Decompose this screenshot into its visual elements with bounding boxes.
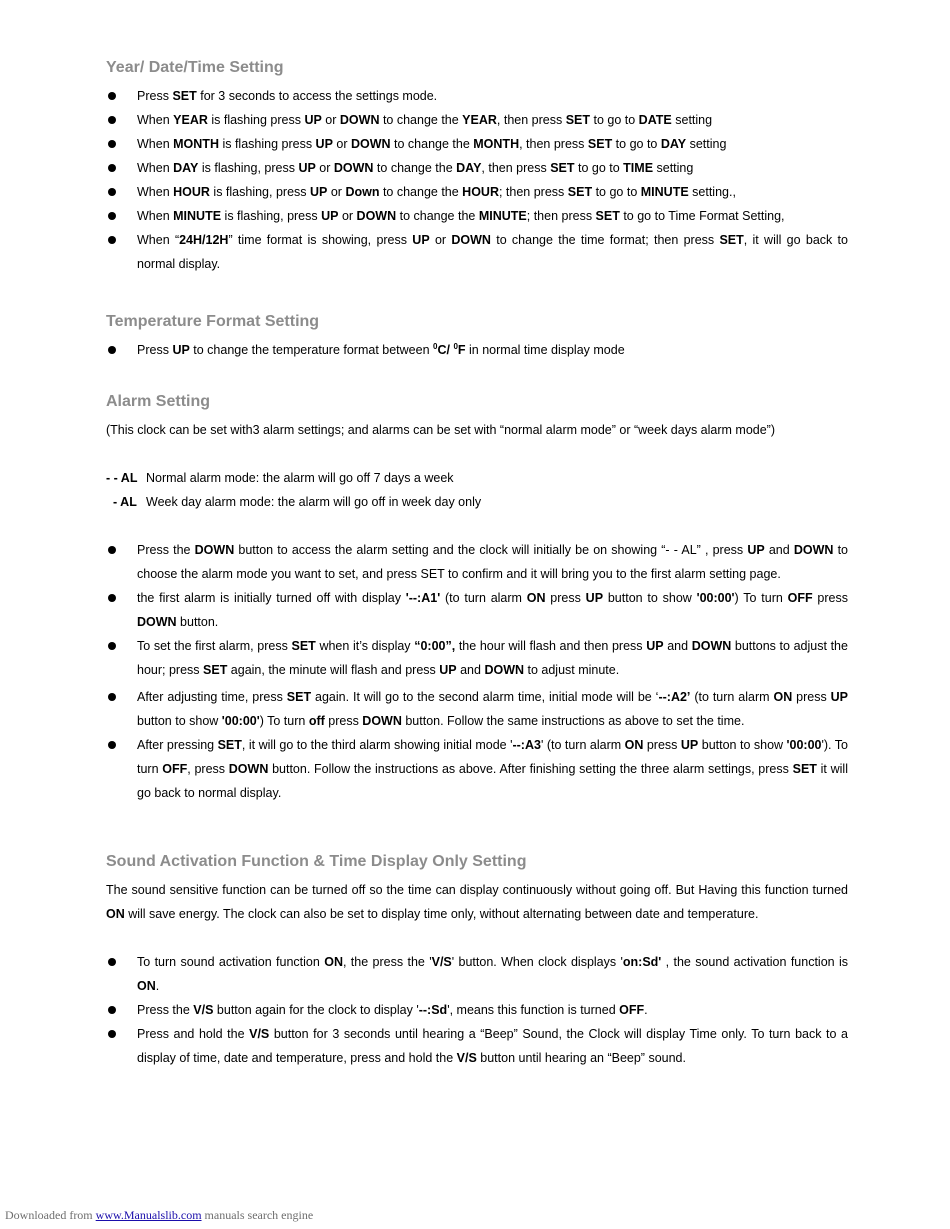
- list-item: Press the DOWN button to access the alarm setting and the clock will initially be on showing “- - AL” , press UP and DOWN to choose the alarm mode you want to set, and press SET to confirm and it will bring you to the first alarm setting page.: [106, 538, 848, 586]
- list-item: When HOUR is flashing, press UP or Down to change the HOUR; then press SET to go to MINUTE setting.,: [106, 180, 848, 204]
- bullet-icon: [108, 116, 116, 124]
- alarm-mode-normal: - - AL Normal alarm mode: the alarm will go off 7 days a week: [106, 471, 454, 485]
- footer-attribution: [5, 1208, 313, 1223]
- bullet-icon: [108, 140, 116, 148]
- document-page: [106, 54, 848, 1070]
- list-item: To turn sound activation function ON, the press the 'V/S' button. When clock displays 'on:Sd' , the sound activation function is ON.: [106, 950, 848, 998]
- sound-steps-list: [106, 950, 848, 1070]
- bullet-icon: [108, 1006, 116, 1014]
- section-title-alarm-setting: Alarm Setting: [106, 393, 211, 410]
- bullet-icon: [108, 188, 116, 196]
- bullet-icon: [108, 546, 116, 554]
- bullet-icon: [108, 958, 116, 966]
- list-item: Press SET for 3 seconds to access the settings mode.: [106, 84, 848, 108]
- list-item: Press UP to change the temperature format between $^0$C/ $^0$F in normal time display mode: [106, 338, 848, 362]
- list-item: When MONTH is flashing press UP or DOWN to change the MONTH, then press SET to go to DAY setting: [106, 132, 848, 156]
- alarm-mode-weekday: - AL Week day alarm mode: the alarm will go off in week day only: [113, 495, 482, 509]
- list-item: When “24H/12H” time format is showing, press UP or DOWN to change the time format; then press SET, it will go back to normal display.: [106, 228, 848, 276]
- alarm-intro: (This clock can be set with3 alarm settings; and alarms can be set with “normal alarm mode” or “week days alarm mode”): [106, 423, 776, 437]
- list-item: When YEAR is flashing press UP or DOWN to change the YEAR, then press SET to go to DATE setting: [106, 108, 848, 132]
- bullet-icon: [108, 236, 116, 244]
- list-item: After adjusting time, press SET again. It will go to the second alarm time, initial mode will be ‘--:A2’ (to turn alarm ON press UP button to show '00:00') To turn off press DOWN button. Follow the same instructions as above to set the time.: [106, 685, 848, 733]
- bullet-icon: [108, 164, 116, 172]
- list-item: To set the first alarm, press SET when it’s display “0:00”, the hour will flash and then press UP and DOWN buttons to adjust the hour; press SET again, the minute will flash and press UP and DOWN to adjust minute.: [106, 634, 848, 682]
- sound-intro: The sound sensitive function can be turned off so the time can display continuously without going off. But Having this function turned ON will save energy. The clock can also be set to display time only, without alternating between date and temperature.: [106, 883, 848, 921]
- list-item: the first alarm is initially turned off with display '--:A1' (to turn alarm ON press UP button to show '00:00') To turn OFF press DOWN button.: [106, 586, 848, 634]
- bullet-icon: [108, 92, 116, 100]
- bullet-icon: [108, 212, 116, 220]
- bullet-icon: [108, 1030, 116, 1038]
- list-item: When MINUTE is flashing, press UP or DOWN to change the MINUTE; then press SET to go to Time Format Setting,: [106, 204, 848, 228]
- footer-prefix: Downloaded from: [5, 1208, 96, 1222]
- manualslib-link[interactable]: www.Manualslib.com: [95, 1208, 202, 1222]
- list-item: When DAY is flashing, press UP or DOWN to change the DAY, then press SET to go to TIME setting: [106, 156, 848, 180]
- alarm-steps-list: [106, 538, 848, 805]
- list-item: After pressing SET, it will go to the third alarm showing initial mode '--:A3' (to turn alarm ON press UP button to show '00:00'). To turn OFF, press DOWN button. Follow the instructions as above. After finishing setting the three alarm settings, press SET it will go back to normal display.: [106, 733, 848, 805]
- list-item: Press the V/S button again for the clock to display '--:Sd', means this function is turned OFF.: [106, 998, 848, 1022]
- temperature-format-list: [106, 338, 848, 362]
- bullet-icon: [108, 346, 116, 354]
- footer-suffix: manuals search engine: [201, 1208, 314, 1222]
- section-title-year-date-time: Year/ Date/Time Setting: [106, 59, 284, 76]
- section-title-temperature-format: Temperature Format Setting: [106, 313, 320, 330]
- bullet-icon: [108, 693, 116, 701]
- list-item: Press and hold the V/S button for 3 seconds until hearing a “Beep” Sound, the Clock will display Time only. To turn back to a display of time, date and temperature, press and hold the V/S button until hearing an “Beep” sound.: [106, 1022, 848, 1070]
- bullet-icon: [108, 594, 116, 602]
- bullet-icon: [108, 642, 116, 650]
- bullet-icon: [108, 741, 116, 749]
- section-title-sound-activation: Sound Activation Function & Time Display Only Setting: [106, 853, 527, 870]
- year-date-time-list: [106, 84, 848, 276]
